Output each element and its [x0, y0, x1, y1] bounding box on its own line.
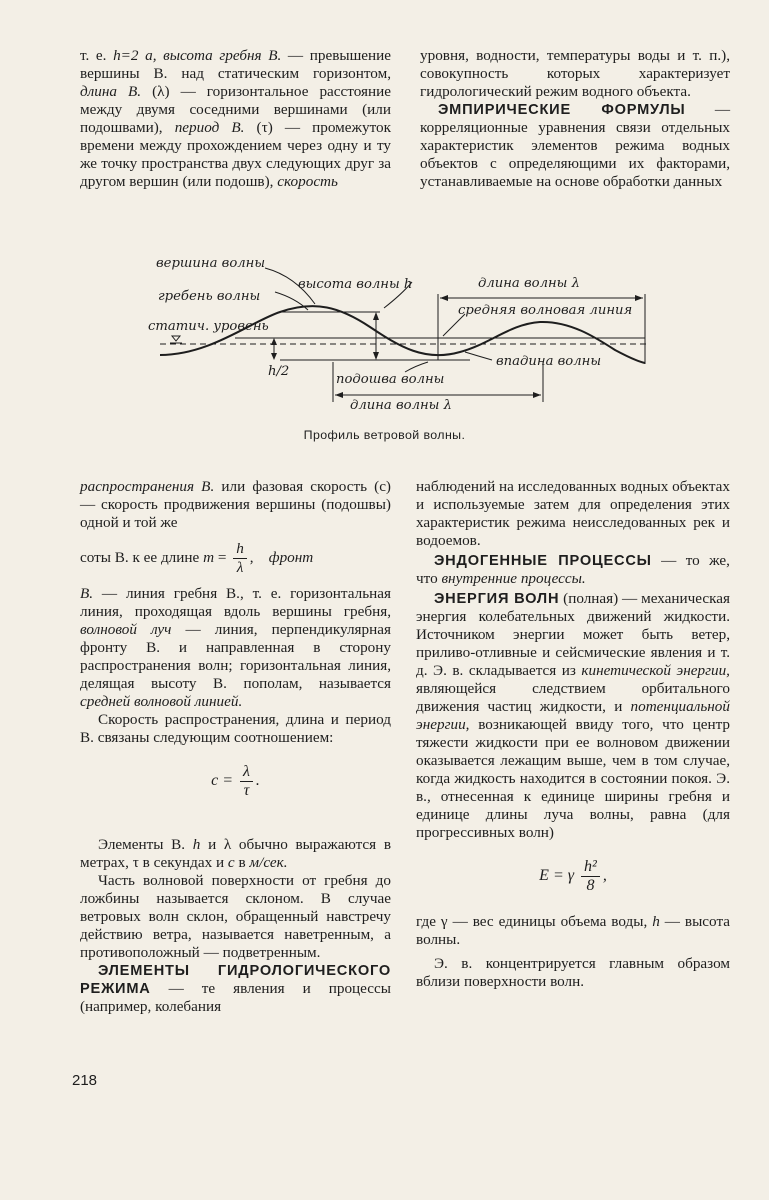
fraction-denominator: τ: [243, 782, 250, 799]
fraction: [240, 763, 253, 800]
column-left-bottom: [80, 478, 391, 1016]
fraction-denominator: 8: [586, 877, 595, 894]
paragraph-continued: наблюдений на исследованных водных объектах и используемые затем для определения этих характеристик режима неисследованных рек и водоемов.: [416, 478, 730, 549]
fraction-numerator: h²: [581, 858, 600, 877]
formula-var: c: [227, 854, 235, 871]
fraction: [581, 858, 600, 895]
term-italic: фронт: [268, 548, 314, 566]
label-wave-height: высота волны h: [298, 277, 413, 292]
wave-profile-figure: [140, 252, 660, 422]
label-crest-top: вершина волны: [156, 256, 266, 271]
formula-energy: [416, 858, 730, 895]
paragraph-wave-elements: [80, 47, 391, 191]
term-italic: длина В.: [80, 83, 142, 100]
level-symbol-icon: [172, 336, 180, 341]
text: = γ: [548, 867, 579, 885]
label-mean-line: средняя волновая линия: [458, 303, 633, 318]
arrow-head: [271, 353, 277, 360]
label-length-top: длина волны λ: [478, 276, 580, 291]
entry-text: (полная) — механическая энергия колебательных движений жидкости. Источником энергии может быть ветер, приливо-отливные и сейсмические явления и т. д. Э. в. складывается из: [416, 590, 730, 679]
term-italic: средней волновой линией.: [80, 693, 243, 710]
label-crest: гребень волны: [158, 289, 261, 304]
entry-term: ЭНЕРГИЯ ВОЛН: [434, 591, 560, 607]
entry-term: ЭЛЕМЕНТЫ ГИДРОЛОГИЧЕСКОГО РЕЖИМА: [80, 963, 391, 997]
term-italic: распространения В.: [80, 478, 215, 495]
text: (λ) — горизонтальное расстояние между двумя соседними вершинами (или подошвами),: [80, 83, 391, 136]
text: соты В. к ее длине: [80, 548, 204, 566]
term-italic: волновой луч: [80, 621, 172, 638]
text: .: [255, 772, 260, 790]
entry-text: возникающей ввиду того, что центр тяжести жидкости при ее волновом движении оказывается лежащим выше, чем в том случае, когда жидкость находится в состоянии покоя. Э. в., отнесенная к единице ширины гребня и единице длины луча волны, равна (для прогрессивных волн): [416, 716, 730, 841]
entry-text: — корреляционные уравнения связи отдельных характеристик элементов режима водных объектов с определяющими их факторами, устанавливаемые на основе обработки данных: [420, 101, 730, 190]
term-italic: кинетической энергии,: [581, 662, 730, 679]
arrow-head: [533, 392, 541, 398]
text: в: [234, 854, 250, 871]
text: =: [218, 772, 237, 790]
formula-var: E: [539, 867, 549, 885]
fraction-numerator: λ: [240, 763, 253, 782]
text: — высота волны.: [416, 913, 731, 948]
paragraph-continued: уровня, водности, температуры воды и т. п.), совокупность которых характеризует гидрологический режим водного объекта.: [420, 47, 730, 100]
entry-term: ЭНДОГЕННЫЕ ПРОЦЕССЫ: [434, 553, 652, 569]
paragraph-front: [80, 585, 391, 711]
text: ,: [249, 548, 254, 566]
paragraph-steepness: [80, 540, 391, 577]
text: — линия гребня В., т. е. горизонтальная линия, проходящая вдоль вершины гребня,: [80, 585, 391, 620]
arrow-head: [271, 338, 277, 345]
text: и λ обычно выражаются в метрах, τ в секундах и: [80, 836, 391, 871]
text: ,: [602, 867, 607, 885]
arrow-head: [373, 312, 379, 320]
formula-speed: [80, 763, 391, 800]
label-half-height: h/2: [268, 364, 290, 379]
text: — превышение вершины В. над статическим горизонтом,: [80, 47, 391, 82]
formula-var: m: [203, 548, 215, 566]
formula-var: h: [192, 836, 201, 853]
term-italic: период В.: [174, 119, 245, 136]
formula-inline: h=2 a,: [113, 47, 157, 64]
text: — линия, перпендикулярная фронту В. и направленная в сторону распространения волн; горизонтальная линия, делящая высоту В. пополам, называется: [80, 621, 391, 692]
entry-term: ЭМПИРИЧЕСКИЕ ФОРМУЛЫ: [438, 102, 686, 118]
term-italic: высота гребня В.: [156, 47, 282, 64]
paragraph-where: [416, 913, 730, 949]
unit-italic: м/сек.: [249, 854, 288, 871]
text: или фазовая скорость (c) — скорость продвижения вершины (подошвы) одной и той же: [80, 478, 391, 531]
text: =: [214, 548, 231, 566]
paragraph-slope: Часть волновой поверхности от гребня до ложбины называется склоном. В случае ветровых волн склон, обращенный навстречу действию ветра, называется наветренным, а противоположный — подветренным.: [80, 872, 391, 961]
formula-var: c: [211, 772, 219, 790]
leader-line: [405, 362, 428, 372]
entry-text: — то же, что: [416, 552, 730, 587]
label-trough: впадина волны: [496, 354, 602, 369]
arrow-head: [373, 352, 379, 360]
term-italic: потенциальной энергии,: [416, 698, 730, 733]
fraction-numerator: h: [233, 540, 247, 559]
term-italic: скорость: [277, 173, 338, 190]
arrow-head: [635, 295, 643, 301]
arrow-head: [440, 295, 448, 301]
paragraph-speed: [80, 478, 391, 532]
paragraph-units: [80, 836, 391, 872]
text: (τ) — промежуток времени между прохождением через одну и ту же точку пространства двух следующих друг за другом вершин (или подошв),: [80, 119, 392, 190]
formula-var: h: [652, 913, 660, 930]
leader-line: [465, 352, 492, 360]
fraction: [233, 540, 247, 577]
entry-text: — те явления и процессы (например, колебания: [80, 980, 391, 1015]
text: Элементы В.: [98, 836, 193, 853]
text: где γ — вес единицы объема воды,: [416, 913, 653, 930]
column-left-top: [80, 47, 391, 191]
entry-text: являющейся следствием орбитального движения частиц жидкости, и: [416, 680, 730, 715]
fraction-denominator: λ: [236, 559, 244, 576]
column-right-bottom: [416, 478, 730, 991]
figure-caption: Профиль ветровой волны.: [303, 428, 466, 442]
paragraph-concentration: Э. в. концентрируется главным образом вблизи поверхности волн.: [416, 955, 730, 990]
arrow-head: [335, 392, 343, 398]
term-italic: внутренние процессы.: [441, 570, 586, 587]
paragraph-relation: Скорость распространения, длина и период В. связаны следующим соотношением:: [80, 711, 391, 746]
entry-endogenous: [416, 552, 730, 588]
term-italic: В.: [80, 585, 94, 602]
entry-regime-elements: [80, 962, 391, 1016]
page-number: 218: [72, 1072, 98, 1089]
entry-empirical-formulas: [420, 101, 730, 191]
entry-wave-energy: [416, 590, 730, 842]
column-right-top: [420, 47, 730, 191]
label-bottom: подошва волны: [336, 372, 445, 387]
label-length-bottom: длина волны λ: [350, 398, 452, 413]
label-static-level: статич. уровень: [148, 319, 269, 334]
text: т. е.: [80, 47, 114, 64]
